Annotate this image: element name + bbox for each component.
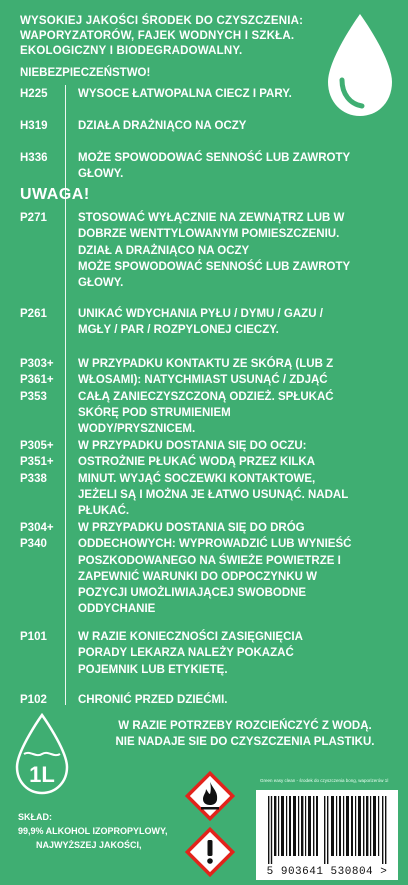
volume-label: 1L	[29, 762, 55, 787]
precaution-code: P101	[20, 631, 47, 643]
barcode	[256, 790, 398, 880]
hazard-text: GŁOWY.	[78, 168, 124, 181]
composition-line: NAJWYŻSZEJ JAKOŚCI,	[36, 840, 142, 850]
precaution-text: OSTROŻNIE PŁUKAĆ WODĄ PRZEZ KILKA	[78, 456, 316, 469]
precaution-text: WŁOSAMI): NATYCHMIAST USUNĄĆ / ZDJĄĆ	[78, 374, 328, 387]
precaution-text: JEŻELI SĄ I MOŻNA JE ŁATWO USUNĄĆ. NADAL	[78, 488, 349, 501]
precaution-text: POSZKODOWANEGO NA ŚWIEŻE POWIETRZE I	[78, 554, 341, 567]
precaution-code: P351+	[20, 456, 54, 469]
precaution-code: P271	[20, 212, 47, 224]
precaution-text: GŁOWY.	[78, 277, 124, 290]
precaution-text: WODY/PRYSZNICEM.	[78, 423, 196, 436]
composition	[18, 810, 168, 852]
exclamation-pictogram-icon	[184, 826, 236, 878]
usage-note: W RAZIE POTRZEBY ROZCIEŃCZYĆ Z WODĄ.	[118, 720, 372, 732]
precaution-text: PŁUKAĆ.	[78, 505, 130, 518]
composition-line: 99,9% ALKOHOL IZOPROPYLOWY,	[18, 826, 168, 836]
precaution-text: STOSOWAĆ WYŁĄCZNIE NA ZEWNĄTRZ LUB W	[78, 212, 345, 224]
precaution-code: P353	[20, 390, 47, 403]
barcode-number: 5 903641 530804 >	[266, 866, 388, 878]
header-line: EKOLOGICZNY I BIODEGRADOWALNY.	[20, 45, 243, 57]
precaution-text: ZAPEWNIĆ WARUNKI DO ODPOCZYNKU W	[78, 570, 317, 583]
barcode-icon	[268, 796, 388, 864]
liter-drop-icon	[12, 712, 72, 796]
precaution-text: MOŻE SPOWODOWAĆ SENNOŚĆ LUB ZAWROTY	[78, 260, 351, 273]
precaution-text: UNIKAĆ WDYCHANIA PYŁU / DYMU / GAZU /	[78, 308, 323, 320]
precaution-text: DZIAŁ A DRAŻNIĄCO NA OCZY	[78, 244, 250, 257]
precaution-text: ODDYCHANIE	[78, 603, 156, 616]
precaution-code: P303+	[20, 358, 54, 370]
divider-line	[65, 85, 66, 705]
hazard-code: H319	[20, 120, 48, 132]
precaution-code: P261	[20, 308, 47, 320]
precaution-code: P102	[20, 694, 47, 706]
precaution-text: CHRONIĆ PRZED DZIEĆMI.	[78, 694, 228, 706]
warning-heading: UWAGA!	[20, 186, 90, 203]
precaution-code: P338	[20, 472, 47, 485]
precaution-text: W PRZYPADKU KONTAKTU ZE SKÓRĄ (LUB Z	[78, 358, 334, 370]
header-line: WAPORYZATORÓW, FAJEK WODNYCH I SZKŁA.	[20, 30, 295, 42]
precaution-text: W PRZYPADKU DOSTANIA SIĘ DO OCZU:	[78, 440, 307, 452]
hazard-text: WYSOCE ŁATWOPALNA CIECZ I PARY.	[78, 88, 292, 100]
hazard-text: MOŻE SPOWODOWAĆ SENNOŚĆ LUB ZAWROTY	[78, 152, 351, 164]
header-line: WYSOKIEJ JAKOŚCI ŚRODEK DO CZYSZCZENIA:	[20, 15, 304, 27]
danger-signal-word: NIEBEZPIECZEŃSTWO!	[20, 67, 151, 79]
product-header	[20, 14, 320, 59]
precaution-code: P305+	[20, 440, 54, 452]
precaution-text: W PRZYPADKU DOSTANIA SIĘ DO DRÓG	[78, 522, 305, 534]
precaution-text: DOBRZE WENTTYLOWANYM POMIESZCZENIU.	[78, 228, 340, 241]
precaution-code: P361+	[20, 374, 54, 387]
precaution-text: SKÓRĘ POD STRUMIENIEM	[78, 406, 231, 419]
precaution-text: POJEMNIK LUB ETYKIETĘ.	[78, 663, 228, 676]
usage-note: NIE NADAJE SIE DO CZYSZCZENIA PLASTIKU.	[115, 736, 375, 748]
precaution-code: P304+	[20, 522, 54, 534]
precaution-text: PORADY LEKARZA NALEŻY POKAZAĆ	[78, 647, 294, 660]
composition-title: SKŁAD:	[18, 812, 52, 822]
hazard-code: H336	[20, 152, 48, 164]
precaution-text: W RAZIE KONIECZNOŚCI ZASIĘGNIĘCIA	[78, 631, 303, 643]
precaution-text: POZYCJI UMOŻLIWIAJĄCEJ SWOBODNE	[78, 587, 307, 600]
precaution-code: P340	[20, 538, 47, 551]
hazard-code: H225	[20, 88, 48, 100]
precaution-text: MINUT. WYJĄĆ SOCZEWKI KONTAKTOWE,	[78, 472, 316, 485]
precaution-text: ODDECHOWYCH: WYPROWADZIĆ LUB WYNIEŚĆ	[78, 538, 352, 551]
product-small-print: Green easy clean - środek do czyszczenia bong, waporizerów 1l	[260, 778, 389, 783]
precaution-text: CAŁĄ ZANIECZYSZCZONĄ ODZIEŻ. SPŁUKAĆ	[78, 390, 334, 403]
flame-pictogram-icon	[184, 770, 236, 822]
hazard-text: DZIAŁA DRAŻNIĄCO NA OCZY	[78, 120, 247, 132]
water-drop-icon	[320, 10, 400, 120]
usage-notes	[95, 718, 395, 750]
precaution-text: MGŁY / PAR / ROZPYLONEJ CIECZY.	[78, 324, 279, 337]
